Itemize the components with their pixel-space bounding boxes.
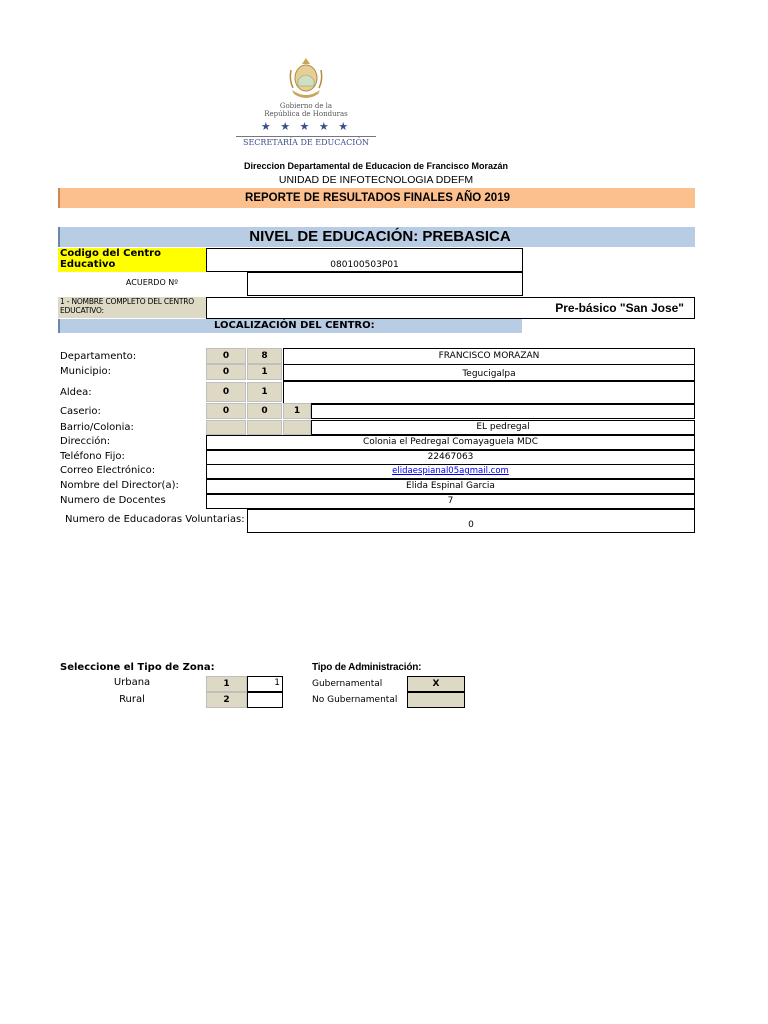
caserio-label: Caserio: [60,406,101,417]
correo-field[interactable] [206,464,695,479]
barrio-code-3 [283,420,311,435]
secretaria-logo [236,56,376,152]
rural-code: 2 [206,692,247,708]
aldea-code-2: 1 [247,382,282,402]
municipio-code-1: 0 [206,364,246,380]
logo-stars: ★ ★ ★ ★ ★ [260,120,352,133]
caserio-code-3: 1 [283,403,311,419]
barrio-code-1 [206,420,246,435]
barrio-label: Barrio/Colonia: [60,422,134,433]
codigo-label: Codigo del Centro Educativo [58,248,206,272]
departamento-code-1: 0 [206,348,246,364]
gubernamental-field[interactable]: X [407,676,465,692]
director-field[interactable]: Elida Espinal Garcia [206,479,695,494]
direccion-departamental: Direccion Departamental de Educacion de Francisco Morazán [243,161,509,171]
barrio-code-2 [247,420,282,435]
caserio-field[interactable] [311,404,695,419]
direccion-label: Dirección: [60,436,111,447]
voluntarias-label: Numero de Educadoras Voluntarias: [65,514,245,525]
urbana-code: 1 [206,676,247,692]
departamento-code-2: 8 [247,348,282,364]
rural-field[interactable] [247,692,283,708]
correo-label: Correo Electrónico: [60,465,156,476]
telefono-field[interactable]: 22467063 [206,450,695,465]
departamento-field[interactable]: FRANCISCO MORAZAN [283,348,695,365]
unidad-title: UNIDAD DE INFOTECNOLOGIA DDEFM [278,174,474,186]
localizacion-banner [58,319,522,333]
direccion-field[interactable]: Colonia el Pedregal Comayaguela MDC [206,435,695,450]
urbana-label: Urbana [113,677,151,688]
director-label: Nombre del Director(a): [60,480,179,491]
docentes-label: Numero de Docentes [60,495,166,506]
correo-link[interactable]: elidaespianal05agmail.com [392,466,509,476]
codigo-field[interactable]: 080100503P01 [206,248,523,272]
docentes-field[interactable]: 7 [206,494,695,509]
aldea-field[interactable] [283,381,695,404]
rural-label: Rural [119,694,145,705]
no-gubernamental-field[interactable] [407,692,465,708]
acuerdo-label: ACUERDO Nº [125,278,179,287]
municipio-field[interactable]: Tegucigalpa [283,364,695,381]
nivel-title: NIVEL DE EDUCACIÓN: PREBASICA [249,228,511,245]
urbana-field[interactable]: 1 [247,676,283,692]
nombre-label: 1 - NOMBRE COMPLETO DEL CENTRO EDUCATIVO: [58,297,206,318]
logo-secretaria: SECRETARÍA DE EDUCACIÓN [236,136,376,147]
reporte-banner: REPORTE DE RESULTADOS FINALES AÑO 2019 [58,188,695,208]
zona-title: Seleccione el Tipo de Zona: [60,662,215,673]
telefono-label: Teléfono Fijo: [60,451,125,462]
logo-gov-text: Gobierno de la República de Honduras [264,102,348,118]
municipio-code-2: 1 [247,364,282,380]
aldea-code-1: 0 [206,382,246,402]
acuerdo-field[interactable] [247,272,523,296]
departamento-label: Departamento: [60,351,137,362]
barrio-field[interactable]: EL pedregal [311,420,695,435]
caserio-code-1: 0 [206,403,246,419]
nombre-field[interactable] [206,297,695,319]
gubernamental-label: Gubernamental [312,679,383,689]
coat-of-arms-icon [288,56,324,100]
localizacion-title: LOCALIZACIÓN DEL CENTRO: [214,320,375,331]
voluntarias-field[interactable]: 0 [247,509,695,533]
municipio-label: Municipio: [60,366,111,377]
nivel-banner [58,227,695,247]
administracion-title: Tipo de Administración: [312,662,422,673]
no-gubernamental-label: No Gubernamental [312,695,398,705]
caserio-code-2: 0 [247,403,282,419]
aldea-label: Aldea: [60,387,92,398]
nombre-value: Pre-básico "San Jose" [555,301,684,315]
